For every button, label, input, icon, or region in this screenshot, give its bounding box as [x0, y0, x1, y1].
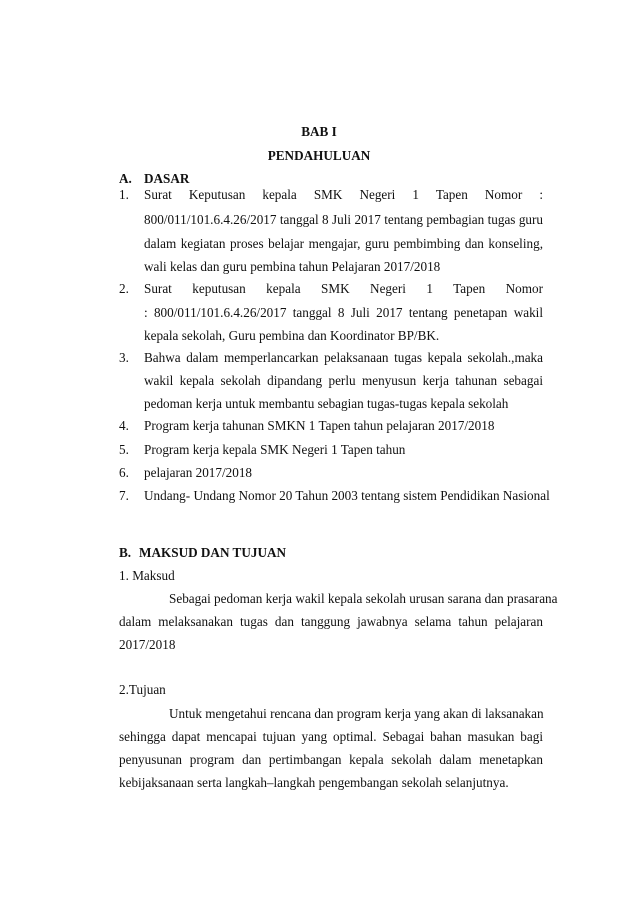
list-item-number: 2.	[119, 281, 129, 296]
maksud-label: 1. Maksud	[119, 568, 175, 583]
section-b-title: MAKSUD DAN TUJUAN	[139, 545, 287, 560]
list-item-line: wali kelas dan guru pembina tahun Pelajaran 2017/2018	[144, 259, 441, 274]
section-a-title: DASAR	[144, 171, 190, 186]
list-item-line: Bahwa dalam memperlancarkan pelaksanaan tugas kepala sekolah.,maka	[144, 350, 543, 365]
list-item-line: Surat keputusan kepala SMK Negeri 1 Tapen Nomor	[144, 281, 543, 296]
tujuan-line: kebijaksanaan serta langkah–langkah pengembangan sekolah selanjutnya.	[119, 775, 509, 790]
list-item-number: 5.	[119, 442, 129, 457]
tujuan-line: Untuk mengetahui rencana dan program kerja yang akan di laksanakan	[169, 706, 544, 721]
list-item-line: kepala sekolah, Guru pembina dan Koordinator BP/BK.	[144, 328, 440, 343]
list-item-number: 6.	[119, 465, 129, 480]
list-item-line: 800/011/101.6.4.26/2017 tanggal 8 Juli 2017 tentang pembagian tugas guru	[144, 212, 543, 227]
list-item-number: 3.	[119, 350, 129, 365]
chapter-title: PENDAHULUAN	[267, 148, 371, 163]
list-item-line: wakil kepala sekolah dipandang perlu menyusun kerja tahunan sebagai	[144, 373, 543, 388]
section-a-label: A.	[119, 171, 132, 186]
list-item-line: pelajaran 2017/2018	[144, 465, 253, 480]
list-item-line: : 800/011/101.6.4.26/2017 tanggal 8 Juli 2017 tentang penetapan wakil	[144, 305, 543, 320]
list-item-line: dalam kegiatan proses belajar mengajar, guru pembimbing dan konseling,	[144, 236, 543, 251]
maksud-line: Sebagai pedoman kerja wakil kepala sekolah urusan sarana dan prasarana	[169, 591, 558, 606]
tujuan-line: sehingga dapat mencapai tujuan yang optimal. Sebagai bahan masukan bagi	[119, 729, 543, 744]
maksud-line: dalam melaksanakan tugas dan tanggung jawabnya selama tahun pelajaran	[119, 614, 543, 629]
section-b-label: B.	[119, 545, 132, 560]
list-item-line: Program kerja tahunan SMKN 1 Tapen tahun pelajaran 2017/2018	[144, 418, 495, 433]
tujuan-line: penyusunan program dan pertimbangan kepala sekolah dalam menetapkan	[119, 752, 543, 767]
list-item-line: Undang- Undang Nomor 20 Tahun 2003 tentang sistem Pendidikan Nasional	[144, 488, 550, 503]
list-item-line: Surat Keputusan kepala SMK Negeri 1 Tapen Nomor :	[144, 187, 543, 202]
list-item-line: Program kerja kepala SMK Negeri 1 Tapen tahun	[144, 442, 406, 457]
list-item-number: 7.	[119, 488, 129, 503]
maksud-line: 2017/2018	[119, 637, 176, 652]
list-item-number: 1.	[119, 187, 129, 202]
tujuan-label: 2.Tujuan	[119, 682, 166, 697]
list-item-number: 4.	[119, 418, 129, 433]
chapter-number: BAB I	[301, 124, 337, 139]
list-item-line: pedoman kerja untuk membantu sebagian tugas-tugas kepala sekolah	[144, 396, 509, 411]
